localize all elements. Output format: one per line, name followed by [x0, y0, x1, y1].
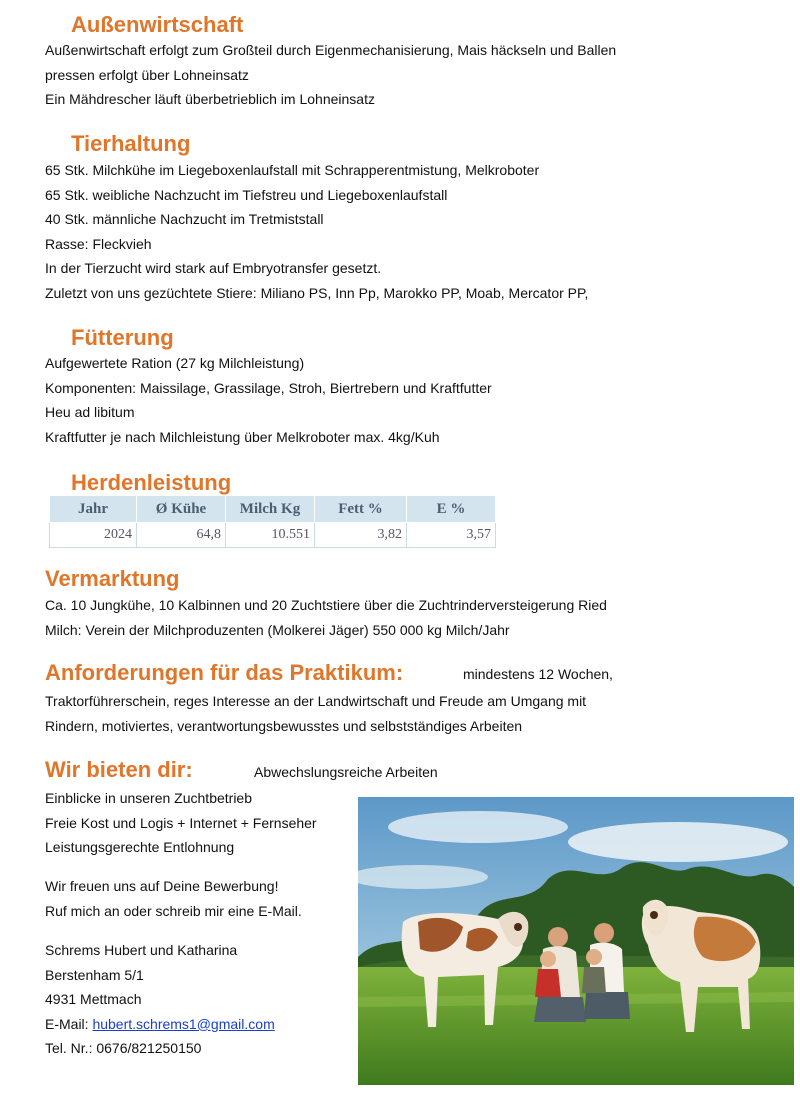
- farm-family-photo: [358, 797, 794, 1085]
- text-line: Ca. 10 Jungkühe, 10 Kalbinnen und 20 Zuchtstiere über die Zuchtrinderversteigerung Ried: [45, 597, 607, 613]
- section-title-fuetterung: Fütterung: [71, 325, 174, 350]
- table-cell: 3,57: [407, 523, 496, 548]
- aussenwirtschaft-text: [45, 38, 616, 112]
- column-header: Jahr: [50, 496, 137, 523]
- table-header-row: [50, 496, 496, 523]
- column-header: Milch Kg: [226, 496, 315, 523]
- table-row: [50, 523, 496, 548]
- email-label: E-Mail:: [45, 1015, 93, 1032]
- section-title-vermarktung: Vermarktung: [45, 566, 180, 591]
- column-header: Fett %: [315, 496, 407, 523]
- text-line: Freie Kost und Logis + Internet + Fernseher: [45, 814, 317, 831]
- table-cell: 3,82: [315, 523, 407, 548]
- section-title-aussenwirtschaft: Außenwirtschaft: [71, 12, 244, 37]
- text-line: Einblicke in unseren Zuchtbetrieb: [45, 790, 253, 806]
- text-line: Kraftfutter je nach Milchleistung über Melkroboter max. 4kg/Kuh: [45, 428, 440, 445]
- section-title-anforderungen: Anforderungen für das Praktikum:: [45, 660, 404, 685]
- text-line: pressen erfolgt über Lohneinsatz: [45, 66, 249, 83]
- text-line: 65 Stk. weibliche Nachzucht im Tiefstreu und Liegeboxenlaufstall: [45, 186, 448, 203]
- text-line: Rindern, motiviertes, verantwortungsbewusstes und selbstständiges Arbeiten: [45, 717, 523, 734]
- photo-image: [358, 797, 794, 1085]
- text-line: Traktorführerschein, reges Interesse an der Landwirtschaft und Freude am Umgang mit: [45, 693, 587, 709]
- vermarktung-text: [45, 593, 607, 642]
- fuetterung-text: [45, 351, 492, 449]
- text-line: 65 Stk. Milchkühe im Liegeboxenlaufstall mit Schrapperentmistung, Melkroboter: [45, 162, 540, 178]
- text-line: In der Tierzucht wird stark auf Embryotransfer gesetzt.: [45, 260, 382, 277]
- anforderungen-text: [45, 689, 586, 738]
- text-line: Komponenten: Maissilage, Grassilage, Stroh, Biertrebern und Kraftfutter: [45, 379, 492, 396]
- text-line: Aufgewertete Ration (27 kg Milchleistung): [45, 355, 305, 371]
- bieten-text: [45, 786, 317, 860]
- text-line: Rasse: Fleckvieh: [45, 235, 152, 252]
- bieten-inline-text: Abwechslungsreiche Arbeiten: [254, 764, 438, 780]
- bewerbung-text: [45, 874, 302, 923]
- section-title-wir-bieten-dir: Wir bieten dir:: [45, 757, 193, 782]
- contact-city: 4931 Mettmach: [45, 991, 142, 1008]
- anforderungen-inline-text: mindestens 12 Wochen,: [463, 666, 613, 682]
- text-line: 40 Stk. männliche Nachzucht im Tretmiststall: [45, 211, 324, 228]
- column-header: Ø Kühe: [137, 496, 226, 523]
- contact-phone: Tel. Nr.: 0676/821250150: [45, 1040, 202, 1057]
- contact-block: [45, 938, 275, 1061]
- contact-street: Berstenham 5/1: [45, 966, 144, 983]
- text-line: Heu ad libitum: [45, 404, 135, 421]
- text-line: Ein Mähdrescher läuft überbetrieblich im Lohneinsatz: [45, 91, 375, 108]
- table-cell: 10.551: [226, 523, 315, 548]
- email-link[interactable]: hubert.schrems1@gmail.com: [92, 1015, 275, 1032]
- text-line: Milch: Verein der Milchproduzenten (Molkerei Jäger) 550 000 kg Milch/Jahr: [45, 621, 510, 638]
- text-line: Ruf mich an oder schreib mir eine E-Mail.: [45, 902, 302, 919]
- tierhaltung-text: [45, 158, 588, 306]
- contact-name: Schrems Hubert und Katharina: [45, 942, 238, 958]
- text-line: Wir freuen uns auf Deine Bewerbung!: [45, 878, 279, 894]
- column-header: E %: [407, 496, 496, 523]
- contact-email-line: [45, 1012, 275, 1037]
- table-cell: 64,8: [137, 523, 226, 548]
- table-cell: 2024: [50, 523, 137, 548]
- text-line: Leistungsgerechte Entlohnung: [45, 839, 235, 856]
- text-line: Zuletzt von uns gezüchtete Stiere: Miliano PS, Inn Pp, Marokko PP, Moab, Mercator PP,: [45, 284, 589, 301]
- herdenleistung-table: [49, 495, 496, 548]
- section-title-tierhaltung: Tierhaltung: [71, 131, 191, 156]
- text-line: Außenwirtschaft erfolgt zum Großteil durch Eigenmechanisierung, Mais häckseln und Ballen: [45, 42, 617, 58]
- section-title-herdenleistung: Herdenleistung: [71, 470, 232, 495]
